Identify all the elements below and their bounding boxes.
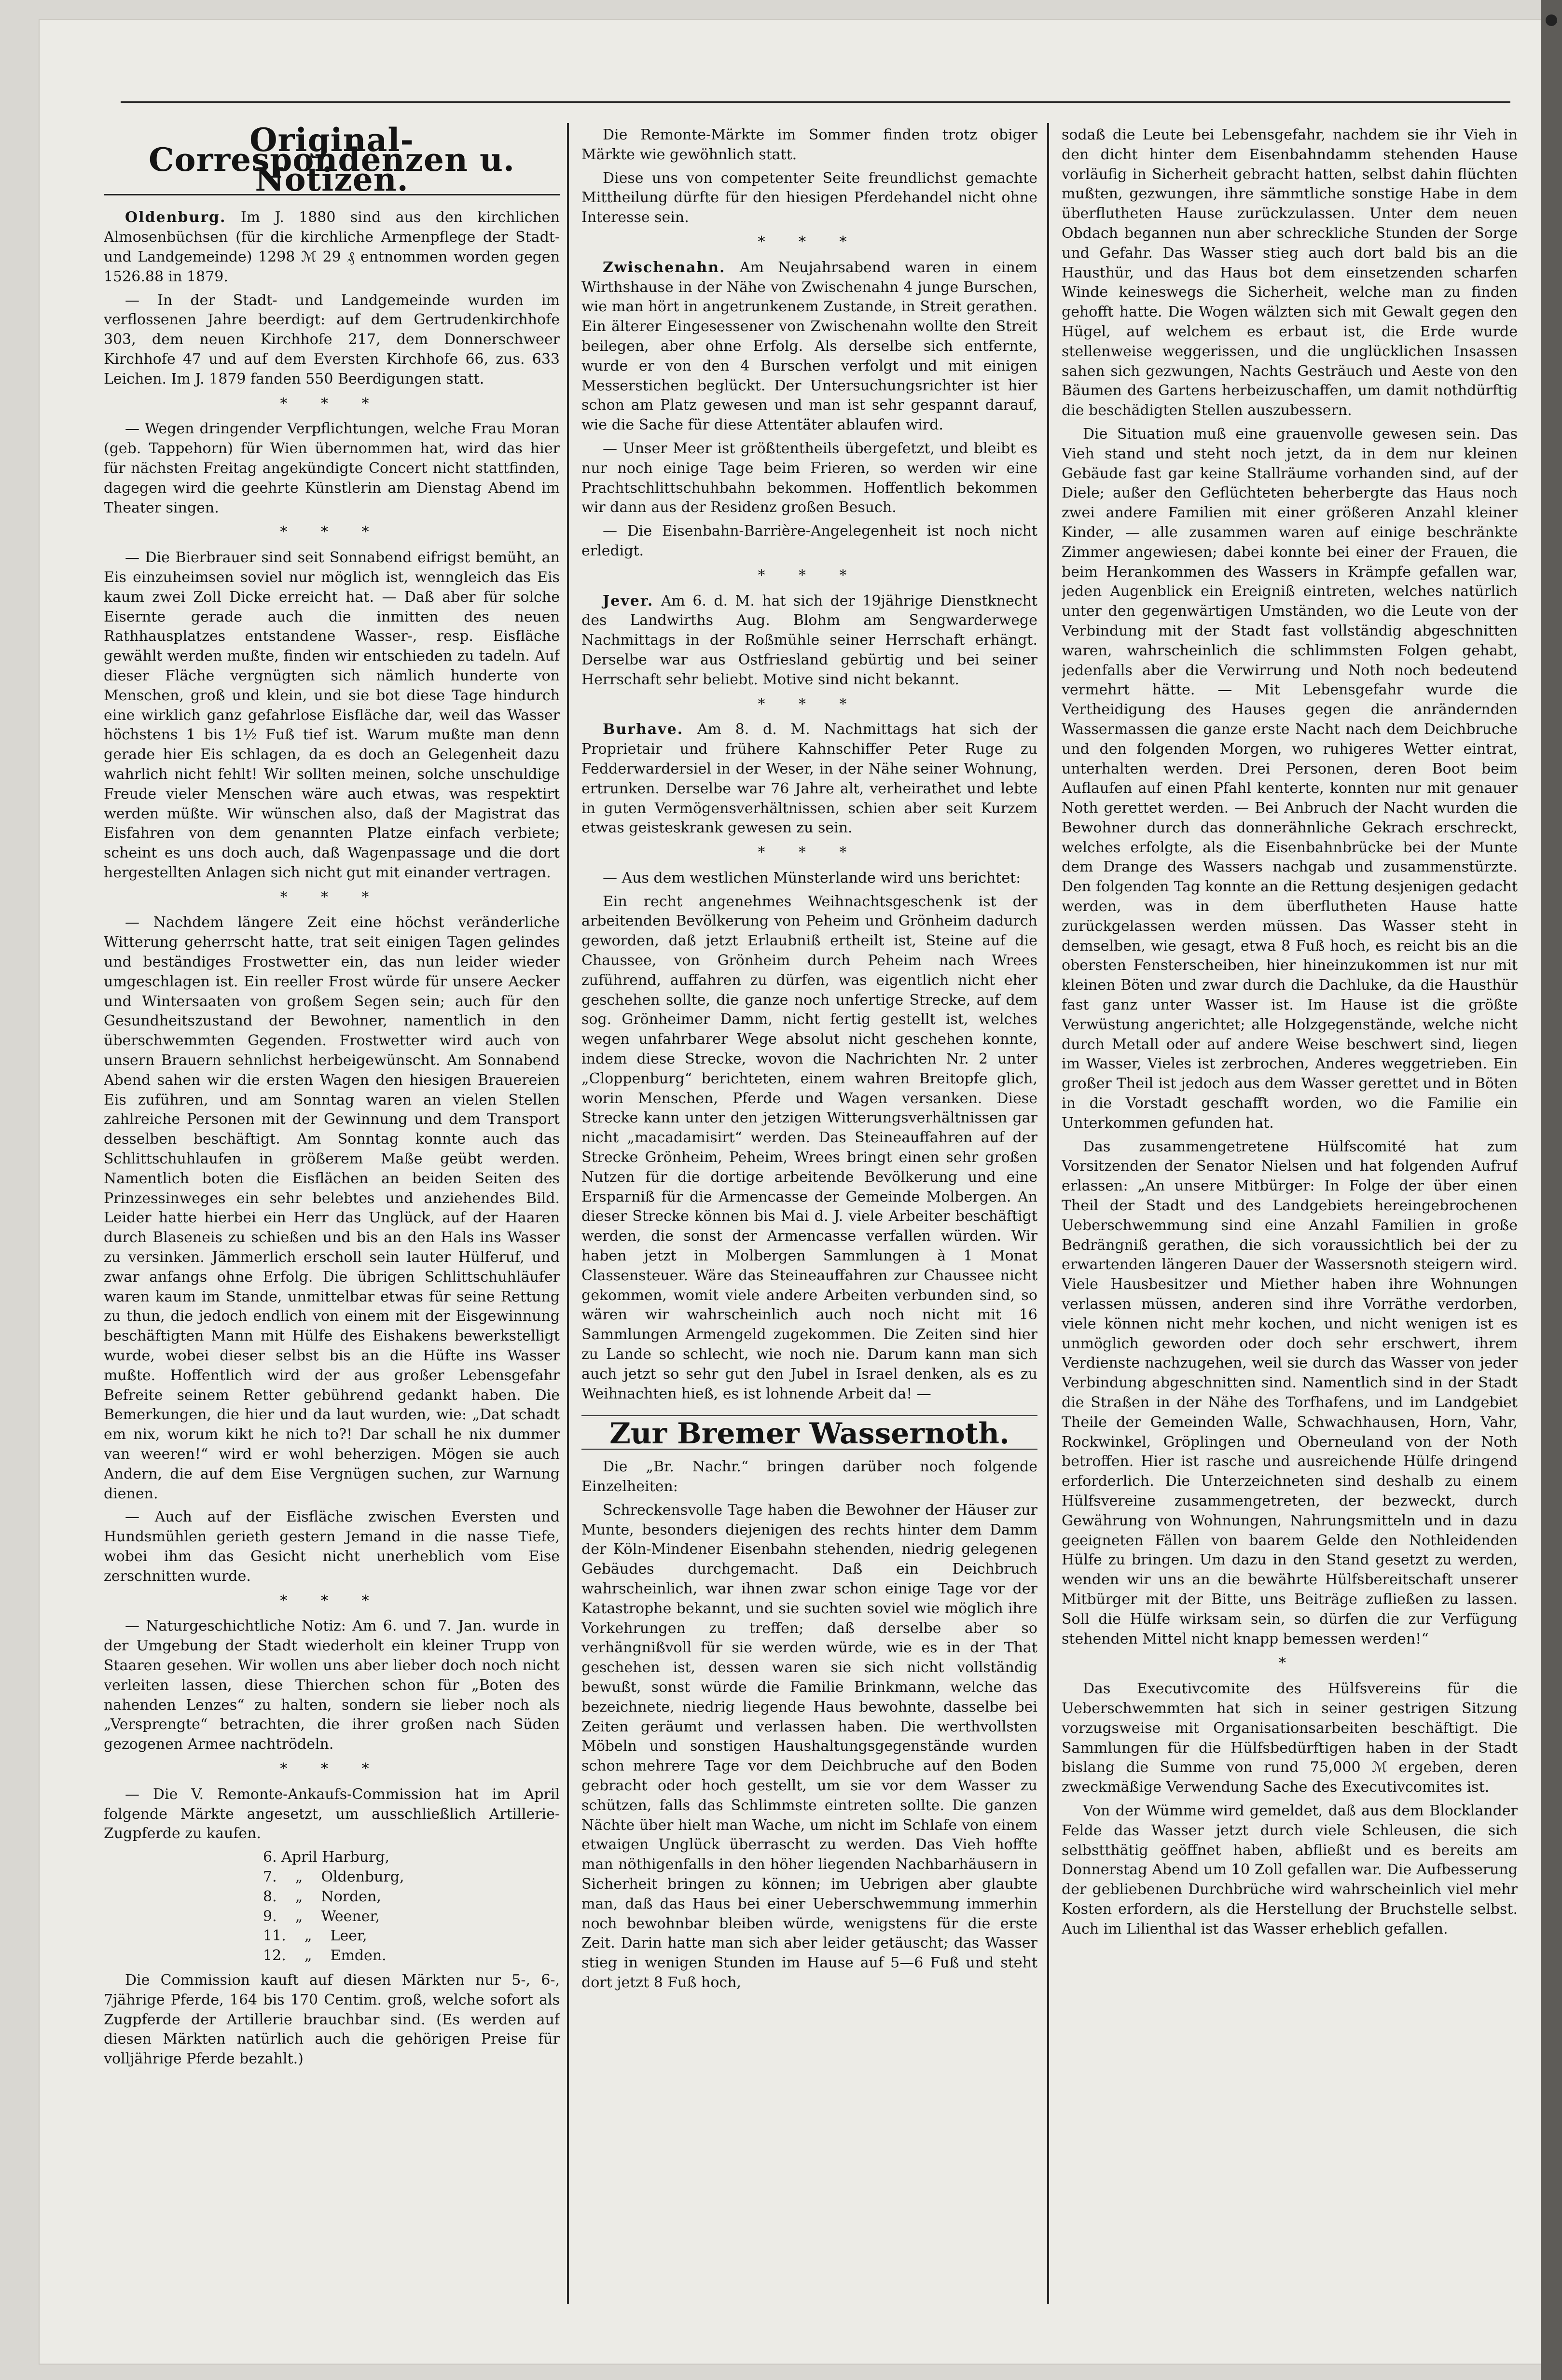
- article: Das zusammengetretene Hülfscomité hat zum Vorsitzenden der Senator Nielsen und hat folgenden Aufruf erlassen: „An unsere Mitbürger: In Folge der über einen Theil der Stadt und des Landgebiets hereingebrochenen Ueberschwemmung sind eine Anzahl Familien in große Bedrängniß gerathen, die sich voraussichtlich bei der zu erwartenden längeren Dauer der Wassersnoth steigern wird. Viele Hausbesitzer und Miether haben ihre Wohnungen verlassen müssen, anderen sind ihre Vorräthe verdorben, viele können nicht mehr kochen, und nicht wenigen ist es unmöglich geworden oder doch sehr erschwert, ihrem Verdienste nachzugehen, weil sie durch das Wasser von jeder Verbindung abgeschnitten sind. Namentlich sind in der Stadt die Straßen in der Nähe des Torfhafens, und im Landgebiet Theile der Gemeinden Walle, Schwachhausen, Horn, Vahr, Rockwinkel, Gröplingen und Oberneuland von der Noth betroffen. Hier ist rasche und ausreichende Hülfe dringend erforderlich. Die Unterzeichneten sind deshalb zu einem Hülfsvereine zusammengetreten, der bezweckt, durch Gewährung von Wohnungen, Nahrungsmitteln und in dazu geeigneten Fällen von baarem Gelde den Nothleidenden Hülfe zu bringen. Um dazu in den Stand gesetzt zu werden, wenden wir uns an die bewährte Hülfsbereitschaft unserer Mitbürger mit der Bitte, uns Beiträge zufließen zu lassen. Soll die Hülfe wirksam sein, so dürfen die zur Verfügung stehenden Mittel nicht knapp bemessen werden!“: [1062, 1138, 1518, 1647]
- article: sodaß die Leute bei Lebensgefahr, nachdem sie ihr Vieh in den dicht hinter dem Eisenbahndamm stehenden Hause vorläufig in Sicherheit gebracht hatten, selbst dahin flüchten mußten, gezwungen, ihre sämmtliche sonstige Habe in dem überflutheten Hause zurückzulassen. Unter dem neuen Obdach begannen nun aber schreckliche Stunden der Sorge und Gefahr. Das Wasser stieg auch dort bald bis an die Hausthür, und das Haus bot dem einsetzenden scharfen Winde keineswegs die Sicherheit, welche man zu finden gehofft hatte. Die Wogen wälzten sich mit Gewalt gegen den Hügel, auf welchem es erbaut ist, die Erde wurde stellenweise weggerissen, und die unglücklichen Insassen sahen sich gezwungen, Nachts Gesträuch und Aeste von den Bäumen des Gartens herbeizuschaffen, um damit nothdürftig die beschädigten Stellen auszubessern.: [1062, 126, 1518, 419]
- article: [581, 258, 1037, 435]
- article: Das Executivcomite des Hülfsvereins für die Ueberschwemmten hat sich in seiner gestrigen Sitzung vorzugsweise mit Organisationsarbeiten beschäftigt. Die Sammlungen für die Hülfsbedürftigen haben in der Stadt bislang die Summe von rund 75,000 ℳ ergeben, deren zweckmäßige Verwendung Sache des Executivcomites ist.: [1062, 1680, 1518, 1796]
- market-dates-list: [263, 1848, 560, 1966]
- market-date: 11. „ Leer,: [263, 1927, 367, 1945]
- article-text: Am Neujahrsabend waren in einem Wirthshause in der Nähe von Zwischenahn 4 junge Burschen, wie man hört in angetrunkenem Zustande, in Streit gerathen. Ein älterer Eingesessener von Zwischenahn wollte den Streit beilegen, aber ohne Erfolg. Als derselbe sich entfernte, wurde er von den 4 Burschen verfolgt und mit einigen Messerstichen beglückt. Der Untersuchungsrichter ist hier schon am Platz gewesen und man ist sehr gespannt darauf, wie die Sache für diese Attentäter ablaufen wird.: [581, 259, 1037, 434]
- dateline: Jever.: [603, 592, 654, 609]
- column-2: [581, 125, 1037, 2326]
- article: — Naturgeschichtliche Notiz: Am 6. und 7. Jan. wurde in der Umgebung der Stadt wiederholt ein kleiner Trupp von Staaren gesehen. Wir wollen uns aber lieber doch noch nicht verleiten lassen, diese Thierchen schon für „Boten des nahenden Lenzes“ zu halten, sondern sie lieber noch als „Versprengte“ betrachten, die ihrer großen nach Süden gezogenen Armee nachtrödeln.: [104, 1618, 560, 1753]
- scan-hole: [1546, 14, 1557, 26]
- article: Ein recht angenehmes Weihnachtsgeschenk ist der arbeitenden Bevölkerung von Peheim und Grönheim dadurch geworden, daß jetzt Erlaubniß ertheilt ist, Steine auf die Chaussee, von Grönheim durch Peheim nach Wrees zuführend, auffahren zu dürfen, was eigentlich nicht eher geschehen sollte, die ganze noch unfertige Strecke, auf dem sog. Grönheimer Damm, nicht fertig gestellt ist, welches wegen unfahrbarer Wege absolut nicht geschehen konnte, indem diese Strecke, wovon die Nachrichten Nr. 2 unter „Cloppenburg“ berichteten, einem wahren Breitopfe glich, worin Menschen, Pferde und Wagen versanken. Diese Strecke kann unter den jetzigen Witterungsverhältnissen gar nicht „macadamisirt“ werden. Das Steineauffahren auf der Strecke Grönheim, Peheim, Wrees bringt einen sehr großen Nutzen für die dortige arbeitende Bevölkerung und eine Ersparniß für die Armencasse der Gemeinde Molbergen. An dieser Strecke können bis Mai d. J. viele Arbeiter beschäftigt werden, die sonst der Armencasse verfallen würden. Wir haben jetzt in Molbergen Sammlungen à 1 Monat Classensteuer. Wäre das Steineauffahren zur Chaussee nicht gekommen, womit viele andere Arbeiten verbunden sind, so wären wir wahrscheinlich auch noch nicht mit 16 Sammlungen Armengeld zugekommen. Die Zeiten sind hier zu Lande so schlecht, wie noch nie. Darum kann man sich auch jetzt so sehr gut den Jubel in Israel denken, als es zu Weihnachten hieß, es ist lohnende Arbeit da! —: [581, 893, 1037, 1402]
- column-divider: [1047, 123, 1049, 2304]
- dateline: Oldenburg.: [125, 209, 226, 226]
- column-divider: [567, 123, 569, 2304]
- separator-stars: * * *: [280, 888, 384, 906]
- article: — Die Bierbrauer sind seit Sonnabend eifrigst bemüht, an Eis einzuheimsen soviel nur möglich ist, wenngleich das Eis kaum zwei Zoll Dicke erreicht hat. — Daß aber für solche Eisernte gerade auch die inmitten des neuen Rathhausplatzes entstandene Wasser-, resp. Eisfläche gewählt werden mußte, finden wir entschieden zu tadeln. Auf dieser Fläche vergnügten sich nämlich hunderte von Menschen, groß und klein, und sie bot diese Tage hindurch eine wirklich ganz gefahrlose Eisfläche dar, weil das Wasser höchstens 1 bis 1½ Fuß tief ist. Warum mußte man denn gerade hier Eis schlagen, da es doch an Gelegenheit dazu wahrlich nicht fehlt! Wir sollten meinen, solche unschuldige Freude vieler Menschen wäre auch etwas, was respektirt werden müßte. Wir wünschen also, daß der Magistrat das Eisfahren von dem genannten Platze einfach verbiete; scheint es uns doch auch, daß Wagenpassage und die dort hergestellten Anlagen sich nicht gut mit einander vertragen.: [104, 549, 560, 881]
- separator-stars: * * *: [758, 233, 861, 250]
- article: [581, 592, 1037, 690]
- article: — Die V. Remonte-Ankaufs-Commission hat im April folgende Märkte angesetzt, um ausschließlich Artillerie-Zugpferde zu kaufen.: [104, 1785, 560, 1842]
- scan-edge: [1541, 0, 1562, 2380]
- article: [104, 208, 560, 287]
- separator-stars: * * *: [758, 844, 861, 861]
- article: Die Commission kauft auf diesen Märkten nur 5-, 6-, 7jährige Pferde, 164 bis 170 Centim. groß, welche sofort als Zugpferde der Artillerie brauchbar sind. (Es werden auf diesen Märkten natürlich auch die gehörigen Preise für volljährige Pferde bezahlt.): [104, 1971, 560, 2068]
- column-1: [104, 125, 560, 2326]
- market-date: 8. „ Norden,: [263, 1888, 381, 1905]
- article: Die Situation muß eine grauenvolle gewesen sein. Das Vieh stand und steht noch jetzt, da in dem nur kleinen Gebäude fast gar keine Stallräume vorhanden sind, auf der Diele; außer den Geflüchteten beherbergte das Haus noch zwei andere Familien mit einer größeren Anzahl kleiner Kinder, — alle zusammen waren auf einige beschränkte Zimmer angewiesen; dabei konnte bei einer der Frauen, die beim Herankommen des Wassers in Krämpfe gefallen war, jeden Augenblick ein Ereigniß eintreten, welches natürlich unter den gegenwärtigen Umständen, wo die Leute von der Verbindung mit der Stadt fast vollständig abgeschnitten waren, wahrscheinlich die schlimmsten Folgen gehabt, jedenfalls aber die Verwirrung und Noth noch bedeutend vermehrt hätte. — Mit Lebensgefahr wurde die Vertheidigung des Hauses gegen die anrändernden Wassermassen die ganze erste Nacht nach dem Deichbruche und den folgenden Morgen, wo ruhigeres Wetter eintrat, unterhalten werden. Drei Personen, deren Boot beim Auflaufen auf einen Pfahl kenterte, konnten nur mit genauer Noth gerettet werden. — Bei Anbruch der Nacht wurden die Bewohner durch das donnerähnliche Gekrach erschreckt, welches erfolgte, als die Eisenbahnbrücke bei der Munte dem Drange des Wassers nachgab und zusammenstürzte. Den folgenden Tag konnte an die Rettung desjenigen gedacht werden, was in dem überflutheten Hause hatte zurückgelassen werden müssen. Das Wasser steht in demselben, wie gesagt, etwa 8 Fuß hoch, es reicht bis an die obersten Fensterscheiben, hier hineinzukommen ist nur mit kleinen Böten und zwar durch die Dachluke, da die Hausthür fast ganz unter Wasser ist. Im Hause ist die größte Verwüstung angerichtet; alle Holzgegenstände, welche nicht durch Metall oder auf andere Weise beschwert sind, liegen im Wasser, Vieles ist zerbrochen, Anderes weggetrieben. Ein großer Theil ist jedoch aus dem Wasser gerettet und in Böten in die Vorstadt geschafft worden, wo die Familie ein Unterkommen gefunden hat.: [1062, 425, 1518, 1132]
- separator-stars: * * *: [758, 567, 861, 584]
- market-date: 12. „ Emden.: [263, 1947, 387, 1965]
- article: — Die Eisenbahn-Barrière-Angelegenheit ist noch nicht erledigt.: [581, 523, 1037, 559]
- masthead-rule: [121, 101, 1510, 103]
- article: Diese uns von competenter Seite freundlichst gemachte Mittheilung dürfte für den hiesigen Pferdehandel nicht ohne Interesse sein.: [581, 169, 1037, 226]
- market-date: 6. April Harburg,: [263, 1849, 390, 1866]
- article: Von der Wümme wird gemeldet, daß aus dem Blocklander Felde das Wasser jetzt durch viele Schleusen, die sich selbstthätig geöffnet haben, abfließt und es bereits am Donnerstag Abend um 10 Zoll gefallen war. Die Aufbesserung der gebliebenen Durchbrüche wird wahrscheinlich viel mehr Kosten erfordern, als die Herstellung der Bruchstelle selbst. Auch im Lilienthal ist das Wasser erheblich gefallen.: [1062, 1802, 1518, 1937]
- market-date: 7. „ Oldenburg,: [263, 1868, 404, 1885]
- separator-stars: * * *: [280, 524, 384, 541]
- section-title: Zur Bremer Wassernoth.: [581, 1415, 1037, 1450]
- article: — Wegen dringender Verpflichtungen, welche Frau Moran (geb. Tappehorn) für Wien übernommen hat, wird das hier für nächsten Freitag angekündigte Concert nicht stattfinden, dagegen wird die geehrte Künstlerin am Dienstag Abend im Theater singen.: [104, 420, 560, 516]
- article: Die „Br. Nachr.“ bringen darüber noch folgende Einzelheiten:: [581, 1458, 1037, 1495]
- article-text: Am 6. d. M. hat sich der 19jährige Dienstknecht des Landwirths Aug. Blohm am Sengwarderwege Nachmittags in der Roßmühle seiner Herrschaft erhängt. Derselbe war aus Ostfriesland gebürtig und bei seiner Herrschaft sehr beliebt. Motive sind nicht bekannt.: [581, 592, 1037, 688]
- separator-stars: * * *: [280, 395, 384, 412]
- dateline: Zwischenahn.: [603, 259, 726, 276]
- article: — Unser Meer ist größtentheils übergefetzt, und bleibt es nur noch einige Tage beim Frieren, so werden wir eine Prachtschlittschuhbahn bekommen. Hoffentlich bekommen wir dann aus der Residenz großen Besuch.: [581, 440, 1037, 516]
- separator-stars: * * *: [280, 1760, 384, 1777]
- article: — In der Stadt- und Landgemeinde wurden im verflossenen Jahre beerdigt: auf dem Gertrudenkirchhofe 303, dem neuen Kirchhofe 217, dem Donnerschweer Kirchhofe 47 und auf dem Eversten Kirchhofe 66, zus. 633 Leichen. Im J. 1879 fanden 550 Beerdigungen statt.: [104, 291, 560, 387]
- separator-stars: *: [1279, 1655, 1300, 1672]
- article: Schreckensvolle Tage haben die Bewohner der Häuser zur Munte, besonders diejenigen des rechts hinter dem Damm der Köln-Mindener Eisenbahn stehenden, niedrig gelegenen Gebäudes durchgemacht. Daß ein Deichbruch wahrscheinlich, war ihnen zwar schon einige Tage vor der Katastrophe bekannt, und sie suchten soviel wie möglich ihre Vorkehrungen zu treffen; daß derselbe aber so verhängnißvoll für sie werden würde, wie es in der That geschehen ist, dessen waren sie sich nicht vollständig bewußt, sonst würde die Familie Brinkmann, welche das bezeichnete, niedrig liegende Haus bewohnte, dasselbe bei Zeiten geräumt und verlassen haben. Die werthvollsten Möbeln und sonstigen Haushaltungsgegenstände wurden schon mehrere Tage vor dem Deichbruche auf den Boden gebracht oder hoch gestellt, um sie vor dem Wasser zu schützen, falls das Schlimmste eintreten sollte. Die ganzen Nächte über hielt man Wache, um nicht im Schlafe von einem etwaigen Unglück überrascht zu werden. Das Vieh hoffte man nöthigenfalls in den höher liegenden Nachbarhäusern in Sicherheit bringen zu können; im Uebrigen aber glaubte man, daß das Haus bei einer Ueberschwemmung immerhin noch bewohnbar bleiben würde, wenigstens für die erste Zeit. Darin hatte man sich aber leider getäuscht; das Wasser stieg in wenigen Stunden im Hause auf 5—6 Fuß und steht dort jetzt 8 Fuß hoch,: [581, 1501, 1037, 1991]
- article: — Aus dem westlichen Münsterlande wird uns berichtet:: [603, 869, 1021, 886]
- dateline: Burhave.: [603, 721, 684, 738]
- market-date: 9. „ Weener,: [263, 1908, 380, 1925]
- article-text: Am 8. d. M. Nachmittags hat sich der Proprietair und frühere Kahnschiffer Peter Ruge zu Fedderwardersiel in der Weser, in der Nähe seiner Wohnung, ertrunken. Derselbe war 76 Jahre alt, verheirathet und lebte in guten Vermögensverhältnissen, schien aber seit Kurzem etwas geisteskrank gewesen zu sein.: [581, 721, 1037, 837]
- article: — Nachdem längere Zeit eine höchst veränderliche Witterung geherrscht hatte, trat seit einigen Tagen gelindes und beständiges Frostwetter ein, das nun leider wieder umgeschlagen ist. Ein reeller Frost würde für unsere Aecker und Wintersaaten von großem Segen sein; auch für den Gesundheitszustand der Bewohner, namentlich in den überschwemmten Gegenden. Frostwetter wird auch von unsern Brauern sehnlichst herbeigewünscht. Am Sonnabend Abend sahen wir die ersten Wagen den hiesigen Brauereien Eis zuführen, und am Sonntag waren an vielen Stellen zahlreiche Personen mit der Gewinnung und dem Transport desselben beschäftigt. Am Sonntag konnte auch das Schlittschuhlaufen in größerem Maße geübt werden. Namentlich boten die Eisflächen an beiden Seiten des Prinzessinweges ein sehr belebtes und anziehendes Bild. Leider hatte hierbei ein Herr das Unglück, auf der Haaren durch Blaseneis zu schießen und bis an den Hals ins Wasser zu versinken. Jämmerlich erscholl sein lauter Hülferuf, und zwar anfangs ohne Erfolg. Die übrigen Schlittschuhläufer waren kaum im Stande, unmittelbar etwas für seine Rettung zu thun, die jedoch endlich von einem mit der Eisgewinnung beschäftigten Mann mit Hülfe des Eishakens bewerkstelligt wurde, wobei dieser selbst bis an die Hüfte ins Wasser mußte. Hoffentlich wird der aus großer Lebensgefahr Befreite seinem Retter gebührend gedankt haben. Die Bemerkungen, die hier und da laut wurden, wie: „Dat schadt em nix, worum kikt he nich to?! Dar schall he nix dummer van weeren!“ wird er wohl beherzigen. Mögen sie auch Andern, die auf dem Eise Vergnügen suchen, zur Warnung dienen.: [104, 914, 560, 1502]
- article: [581, 720, 1037, 838]
- article: — Auch auf der Eisfläche zwischen Eversten und Hundsmühlen gerieth gestern Jemand in die nasse Tiefe, wobei ihm das Gesicht nicht unerheblich vom Eise zerschnitten wurde.: [104, 1508, 560, 1585]
- separator-stars: * * *: [280, 1592, 384, 1609]
- article: Die Remonte-Märkte im Sommer finden trotz obiger Märkte wie gewöhnlich statt.: [581, 126, 1037, 163]
- newspaper-page: [39, 19, 1544, 2365]
- separator-stars: * * *: [758, 695, 861, 713]
- page-title: Original-Correspondenzen u. Notizen.: [104, 130, 560, 195]
- article-text: Im J. 1880 sind aus den kirchlichen Almosenbüchsen (für die kirchliche Armenpflege der Stadt- und Landgemeinde) 1298 ℳ 29 ₰ entnommen worden gegen 1526.88 in 1879.: [104, 209, 560, 285]
- column-3: [1062, 125, 1518, 2326]
